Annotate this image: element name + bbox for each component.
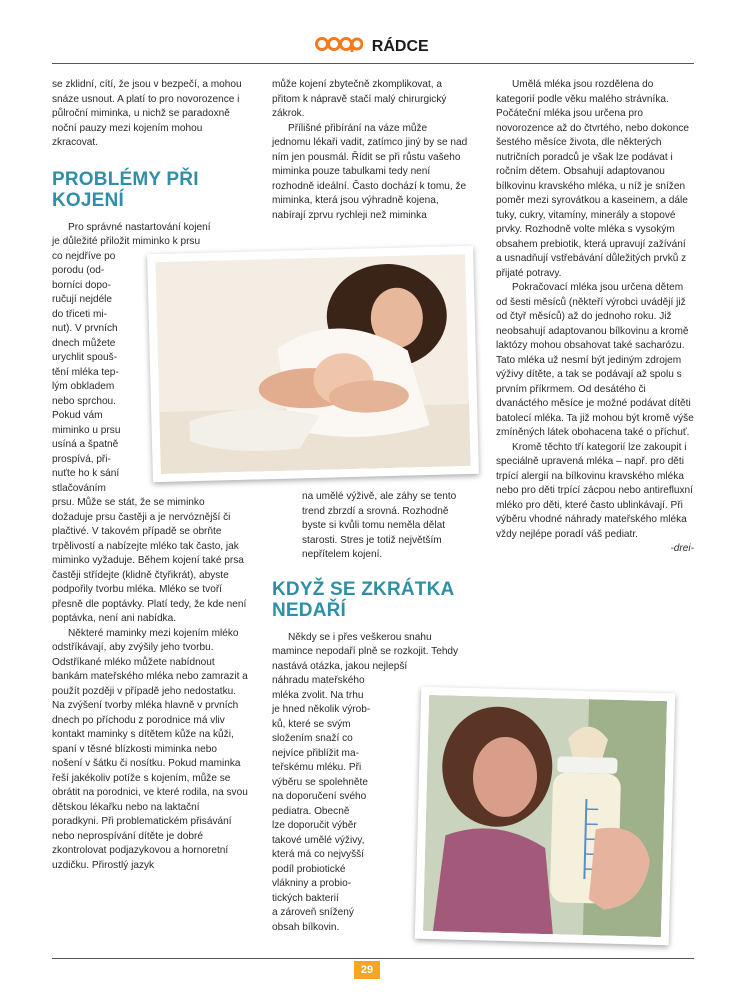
header-divider — [52, 63, 694, 64]
text-line: na doporučení svého — [272, 791, 367, 802]
photo-baby-bottle-image — [423, 695, 667, 937]
col2-paragraph-4-top: Někdy se i přes veškerou snahu mamince nepodaří plně se rozkojit. Tehdy nastává otázka, jakou nejlepší — [272, 631, 459, 672]
text-line: která má co nejvyšší — [272, 849, 364, 860]
text-line: nebo sprchou. — [52, 395, 116, 407]
section-title: RÁDCE — [371, 37, 429, 55]
text-line: tění mléka tep- — [52, 366, 119, 378]
text-line: náhradu mateřského — [272, 675, 365, 686]
photo-baby-bottle — [415, 687, 676, 946]
text-line: složením snaží co — [272, 733, 353, 744]
coop-logo-icon — [315, 36, 363, 52]
photo-breastfeeding — [147, 246, 479, 482]
baby-bottle-illustration — [423, 695, 667, 937]
heading-not-working: KDYŽ SE ZKRÁTKA NEDAŘÍ — [272, 578, 454, 621]
text-line: tických bakterií — [272, 892, 339, 904]
text-line: lým obkladem — [52, 381, 115, 392]
col2-paragraph-3: na umělé výživě, ale záhy se tento trend zbrzdí a srovná. Rozhodně byste si kvůli tomu neměla dělat starosti. Stres je totiž největším nepřítelem kojení. — [302, 491, 457, 560]
text-line: takové umělé výživy, — [272, 834, 365, 846]
text-line: porodu (od- — [52, 265, 105, 276]
col1-intro: se zklidní, cítí, že jsou v bezpečí, a mohou snáze usnout. A platí to pro novorozence i půlroční miminka, u nichž se paradoxně noční pauzy mezi kojením mohou zkracovat. — [52, 79, 242, 148]
text-line: podíl probiotické — [272, 863, 346, 875]
breastfeeding-illustration — [155, 254, 470, 474]
col2-paragraph-1: může kojení zbytečně zkomplikovat, a přitom k nápravě stačí malý chirurgický zákrok. — [272, 79, 447, 119]
column-3 — [496, 78, 694, 557]
text-line: prospívá, při- — [52, 453, 111, 465]
text-line: nejvíce přiblížit ma- — [272, 747, 359, 759]
col1-paragraph-1-rest: prsu. Může se stát, že se miminko dožaduje prsu častěji a je nervóznější či plačtivé. V takovém případě se obrňte trpělivostí a nabízejte mléko tak často, jak miminko vyžaduje. Během kojení také prsa častěji střídejte (klidně čtyřikrát), abyste podpořily tvorbu mléka. Mléko se tvoří přesně dle poptávky. Platí tedy, že kde není poptávka, není ani nabídka. — [52, 497, 247, 624]
text-line: je důležité přiložit miminko k prsu — [52, 236, 201, 247]
photo-breastfeeding-image — [155, 254, 470, 474]
text-line: miminko u prsu — [52, 424, 121, 436]
text-line: obsah bílkovin. — [272, 921, 340, 933]
author-signature: -drei- — [670, 543, 694, 554]
page-number: 29 — [354, 961, 380, 979]
text-line: nuťte ho k sání — [52, 468, 120, 479]
text-line: teřskému mléku. Při — [272, 762, 362, 773]
text-line: je hned několik výrob- — [272, 704, 371, 715]
text-line: do třiceti mi- — [52, 308, 107, 320]
text-line: stlačováním — [52, 482, 106, 494]
text-line: co nejdříve po — [52, 250, 116, 262]
text-line: mléka zvolit. Na trhu — [272, 689, 364, 701]
col3-paragraph-3: Kromě těchto tří kategorií lze zakoupit i speciálně upravená mléka – např. pro děti trpící alergií na bílkovinu kravského mléka nebo pro děti trpící zácpou nebo antirefluxní mléko pro děti, které často ublinkávají. Při výběru vhodné náhrady mateřského mléka vždy nejlépe poradí váš pediatr. — [496, 441, 693, 540]
text-line: dnech můžete — [52, 337, 116, 349]
text-line: Pro správné nastartování kojení — [68, 221, 211, 233]
text-line: usíná a špatně — [52, 439, 119, 450]
text-line: pediatra. Obecně — [272, 805, 350, 817]
page-header — [0, 36, 744, 60]
text-line: urychlit spouš- — [52, 352, 118, 363]
coop-logo — [315, 36, 363, 57]
text-line: ručují nejdéle — [52, 294, 113, 305]
text-line: a zároveň snížený — [272, 907, 354, 918]
text-line: výběru se spolehněte — [272, 776, 368, 788]
footer-divider — [52, 958, 694, 959]
text-line: nut). V prvních — [52, 323, 118, 334]
heading-problems: PROBLÉMY PŘI KOJENÍ — [52, 168, 199, 211]
column-2 — [272, 78, 468, 223]
col3-paragraph-2: Pokračovací mléka jsou určena dětem od šesti měsíců (někteří výrobci uvádějí již od čtyř měsíců) až do jednoho roku. Již neobsahují adaptovanou bílkovinu a kromě laktózy mohou obsahovat také sacharózu. Tato mléka už nesmí být jediným zdrojem výživy dítěte, a tak se podávají až spolu s prvním příkrmem. Od desátého či dvanáctého měsíce je možné podávat dítěti batolecí mléka. Ta již mohou být kromě výše zmíněných látek obohacena také o příchuť. — [496, 282, 694, 438]
text-line: borníci dopo- — [52, 279, 111, 291]
col1-paragraph-2: Některé maminky mezi kojením mléko odstříkávají, aby zvýšily jeho tvorbu. Odstříkané mléko můžete nabídnout bankám mateřského mléka nebo zamrazit a použít později v případě jeho nedostatku. Na zvýšení tvorby mléka hlavně v prvních dnech po příchodu z porodnice má vliv kontakt maminky s dítětem kůže na kůži, spaní v těsné blízkosti miminka nebo nošení v šátku či nosítku. Pokud maminka řeší jakékoliv potíže s kojením, může se obrátit na porodnici, ve které rodila, na svou dětskou lékařku nebo na laktační poradkyni. Při problematickém přisávání nebo neprospívání dítěte je dobré zkontrolovat podjazykovou a hornoretní uzdičku. Přirostlý jazyk — [52, 627, 248, 871]
col2-paragraph-2: Přílišné přibírání na váze může jednomu lékaři vadit, zatímco jiný by se nad ním jen pousmál. Řídit se při růstu vašeho miminka pouze tabulkami tedy není rozhodně ideální. Často dochází k tomu, že miminka, která jsou výhradně kojena, nabírají zprvu rychleji než miminka — [272, 122, 468, 221]
text-line: vlákniny a probio- — [272, 878, 352, 889]
text-line: ků, které se svým — [272, 718, 351, 730]
col3-paragraph-1: Umělá mléka jsou rozdělena do kategorií podle věku malého strávníka. Počáteční mléka jsou určena pro novorozence až do čtvrtého, nebo dokonce šestého měsíce života, dle některých nutričních poradců je však lze podávat i ročním dětem. Obsahují adaptovanou bílkovinu kravského mléka, u níž je snížen poměr mezi syrovátkou a kaseinem, a dále tuky, cukry, vitamíny, minerály a stopové prvky. Rozhodně volte mléka s vysokým obsahem prebiotik, která upravují zažívání a usnadňují vstřebávání důležitých prvků z přijaté potravy. — [496, 79, 690, 279]
text-line: lze doporučit výběr — [272, 820, 357, 831]
text-line: Pokud vám — [52, 410, 103, 421]
